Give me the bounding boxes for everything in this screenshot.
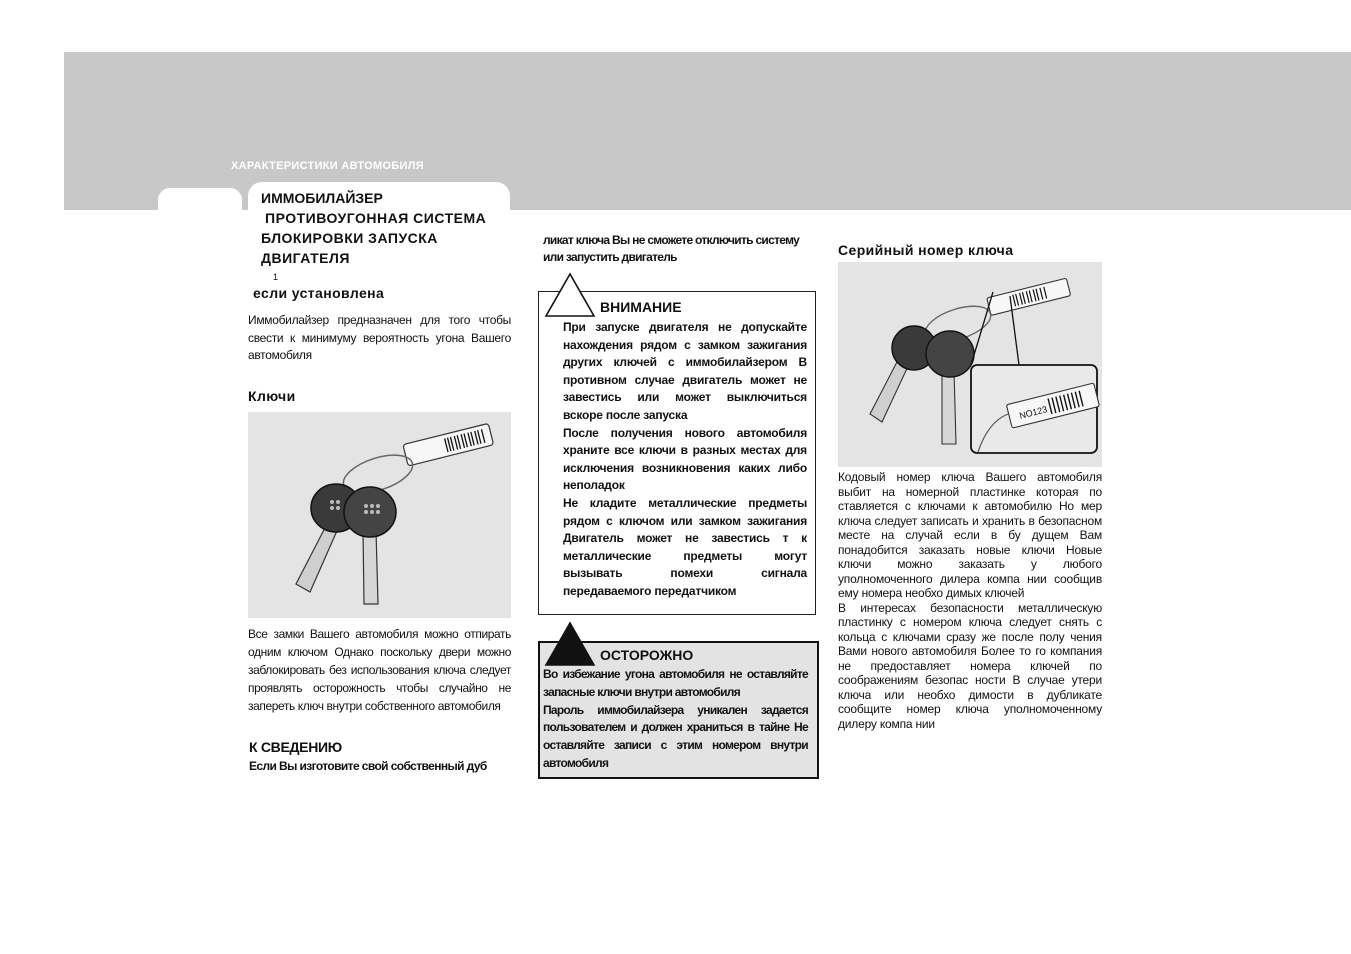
- serial-tag-label: NO123: [1018, 404, 1049, 421]
- keys-photo: [248, 412, 511, 618]
- serial-text: [838, 470, 1102, 731]
- serial-number-photo: [838, 262, 1102, 467]
- locks-paragraph: Все замки Вашего автомобиля можно отпирать одним ключом Однако поскольку двери можно заблокировать без использования ключа следует проявлять осторожность чтобы случайно не запереть ключ внутри собственного автомобиля: [248, 627, 511, 713]
- page-tab: [158, 188, 242, 212]
- note-text-continuation: ликат ключа Вы не сможете отключить систему или запустить двигатель: [543, 233, 800, 264]
- caution-paragraph-1: Во избежание угона автомобиля не оставляйте запасные ключи внутри автомобиля: [543, 667, 808, 699]
- title-line-3: БЛОКИРОВКИ ЗАПУСКА: [261, 230, 438, 246]
- serial-heading: Серийный номер ключа: [838, 242, 1014, 258]
- caution-title: ОСТОРОЖНО: [600, 647, 694, 663]
- warning-title: ВНИМАНИЕ: [600, 299, 682, 315]
- section-label: ХАРАКТЕРИСТИКИ АВТОМОБИЛЯ: [231, 160, 424, 172]
- title-line-4: ДВИГАТЕЛЯ: [261, 250, 350, 266]
- title-line-2: ПРОТИВОУГОННАЯ СИСТЕМА: [265, 210, 487, 226]
- caution-triangle-icon: [544, 621, 596, 667]
- warning-text: [563, 319, 807, 601]
- keys-heading: Ключи: [248, 388, 296, 404]
- footnote-marker: 1: [273, 272, 279, 282]
- note-text-start: Если Вы изготовите свой собственный дуб: [249, 759, 487, 773]
- page-title: [261, 188, 511, 268]
- if-installed-label: если установлена: [253, 285, 385, 301]
- warning-paragraph-1: При запуске двигателя не допускайте нахождения рядом с замком зажигания других ключей с иммобилайзером В противном случае двигатель может не завестись или может выключиться вскоре после запуска: [563, 320, 807, 422]
- warning-triangle-icon: [544, 272, 596, 318]
- serial-paragraph-1: Кодовый номер ключа Вашего автомобиля выбит на номерной пластинке которая по ставляется с ключами к автомобилю Но мер ключа следует записать и хранить в безопасном месте на случай если в бу дущем Вам понадобится заказать новые ключи Новые ключи можно заказать у любого уполномоченного дилера компа нии сообщив ему номера необхо димых ключей: [838, 470, 1102, 600]
- serial-paragraph-2: В интересах безопасности металлическую пластинку с номером ключа следует снять с кольца с ключами сразу же после полу чения Вами нового автомобиля Более то го компания не предоставляет номера ключей по соображениям безопас ности В случае утери ключа или необхо димости в дубликате сообщите номер ключа уполномоченному дилеру компа нии: [838, 600, 1102, 731]
- note-heading: К СВЕДЕНИЮ: [249, 739, 342, 755]
- caution-text: [543, 666, 808, 773]
- caution-paragraph-2: Пароль иммобилайзера уникален задается пользователем и должен храниться в тайне Не оставляйте записи с этим номером внутри автомобиля: [543, 702, 808, 770]
- warning-paragraph-3: Не кладите металлические предметы рядом с ключом или замком зажигания Двигатель может не завестись т к металлические предметы могут вызывать помехи сигнала передаваемого передатчиком: [563, 495, 807, 598]
- title-line-1: ИММОБИЛАЙЗЕР: [261, 190, 383, 206]
- intro-paragraph: Иммобилайзер предназначен для того чтобы свести к минимуму вероятность угона Вашего автомобиля: [248, 313, 511, 362]
- warning-paragraph-2: После получения нового автомобиля храните все ключи в разных местах для исключения возникновения каких либо неполадок: [563, 425, 807, 493]
